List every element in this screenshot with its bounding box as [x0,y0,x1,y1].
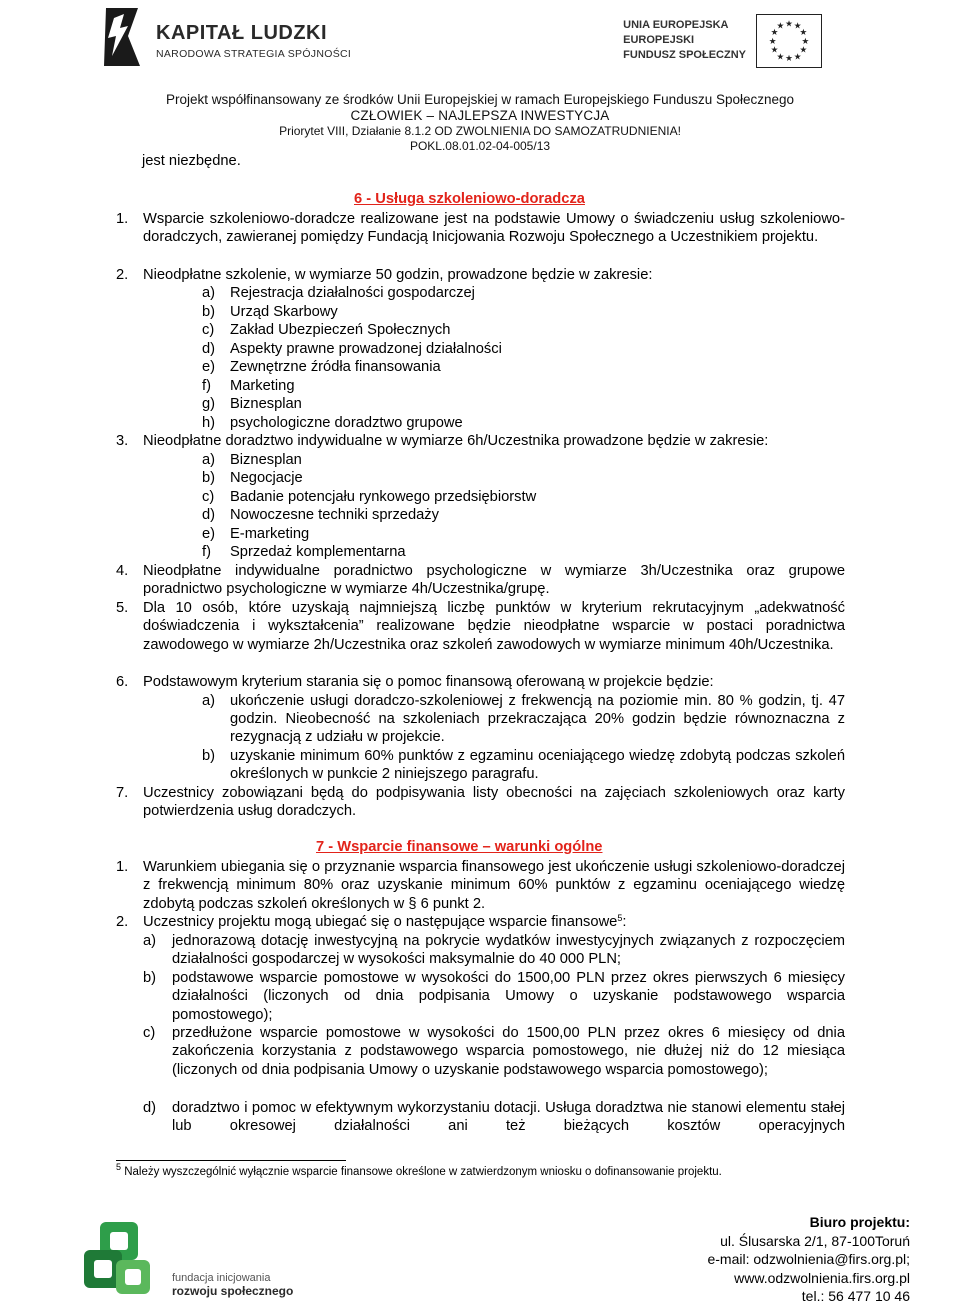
s6-p3-number: 3. [116,433,129,449]
s6-p7-number: 7. [116,785,129,801]
s6-p2-number: 2. [116,267,129,283]
s6-p1-number: 1. [116,211,129,227]
header-priority-line: Priorytet VIII, Działanie 8.1.2 OD ZWOLNIENIA DO SAMOZATRUDNIENIA! [279,124,681,138]
list-item-letter: b) [202,470,216,486]
list-item: Biznesplan [230,451,302,468]
svg-text:★: ★ [799,28,808,39]
footnote [116,1162,722,1178]
list-item-letter: d) [202,340,216,357]
svg-text:★: ★ [776,52,785,63]
list-item-letter: f) [202,377,211,394]
s6-p5-text: Dla 10 osób, które uzyskają najmniejszą liczbę punktów w kryterium rekrutacyjnym „adekwatność doświadczenia i wykształcenia” realizowane będzie nieodpłatne wsparcie w postaci poradnictwa zawodowego w wymiarze 2h/Uczestnika oraz szkoleń zawodowych w wymiarze minimum 40h/Uczestnika. [143,600,845,653]
eu-logo-line2: EUROPEJSKI [623,34,695,46]
svg-text:★: ★ [799,45,808,56]
s7-p1-text: Warunkiem ubiegania się o przyznanie wsparcia finansowego jest ukończenie usługi szkoleniowo-doradczej z frekwencją minimum 80% oraz uzyskanie minimum 60% punktów z egzaminu oceniającego wiedzę zdobytą podczas szkoleń określonych w § 6 punkt 2. [143,859,845,912]
s7-item-b-letter: b) [143,970,157,986]
firs-logo-line2: rozwoju społecznego [172,1284,294,1298]
office-title: Biuro projektu: [809,1214,910,1230]
svg-text:★: ★ [770,28,779,39]
footnote-number: 5 [116,1162,122,1172]
list-item: Aspekty prawne prowadzonej działalności [230,340,502,357]
list-item: Urząd Skarbowy [230,303,338,320]
eu-logo-text [623,18,746,63]
svg-text:★: ★ [785,54,793,65]
list-item-letter: f) [202,544,211,560]
list-item: Sprzedaż komplementarna [230,544,406,560]
s7-item-b-text: podstawowe wsparcie pomostowe w wysokości do 1500,00 PLN przez okres pierwszych 6 miesięcy działalności (liczonych od dnia podpisania Umowy o uzyskanie podstawowego wsparcia pomostowego); [172,970,845,1023]
s7-p2-label: Uczestnicy projektu mogą ubiegać się o następujące wsparcie finansowe [143,914,618,930]
list-item-letter: b) [202,303,216,320]
list-item-letter: h) [202,414,216,431]
list-item: Negocjacje [230,470,303,486]
kapital-ludzki-subtitle: NARODOWA STRATEGIA SPÓJNOŚCI [156,48,352,60]
list-item-letter: c) [202,488,215,505]
svg-text:★: ★ [793,52,802,63]
s7-item-d-letter: d) [143,1100,157,1116]
s6-p4-number: 4. [116,563,129,579]
list-item: Biznesplan [230,396,302,412]
s7-p2-colon: : [622,914,627,930]
s7-item-d-text: doradztwo i pomoc w efektywnym wykorzystaniu dotacji. Usługa doradztwa nie stanowi elementu stałej lub okresowej działalności ani też bieżących kosztów operacyjnych [172,1100,845,1135]
kapital-ludzki-logo [98,6,352,78]
kapital-ludzki-title: KAPITAŁ LUDZKI [156,22,328,44]
section-6-title: 6 - Usługa szkoleniowo-doradcza [354,191,585,207]
svg-text:★: ★ [785,19,793,30]
list-item: Badanie potencjału rynkowego przedsiębiorstw [230,488,537,505]
svg-text:★: ★ [770,45,779,56]
s6-p4-text: Nieodpłatne indywidualne poradnictwo psychologiczne w wymiarze 3h/Uczestnika oraz grupowe poradnictwo psychologiczne w wymiarze 4h/Uczestnika/grupę. [143,563,845,598]
eu-flag-icon [756,14,822,68]
s7-item-a-letter: a) [143,933,157,949]
firs-emblem-icon [80,1220,158,1300]
s6-p6-text: Podstawowym kryterium starania się o pomoc finansową oferowaną w projekcie będzie: [143,674,714,690]
list-item-letter: e) [202,525,216,542]
footnote-ref[interactable]: 5 [617,913,623,923]
firs-logo-line1: fundacja inicjowania [172,1272,271,1284]
kapital-ludzki-emblem-icon [98,6,148,68]
office-website[interactable]: www.odzwolnienia.firs.org.pl [734,1269,910,1286]
list-item: Zewnętrzne źródła finansowania [230,359,441,375]
header-cofinancing-line: Projekt współfinansowany ze środków Unii Europejskiej w ramach Europejskiego Funduszu Społecznego [165,92,795,107]
project-header [0,91,960,154]
s6-p6-a-text: ukończenie usługi doradczo-szkoleniowej z frekwencją na poziomie min. 80 % godzin, tj. 47 godzin. Nieobecność na szkoleniach przekraczająca 20% godzin będzie równoznaczna z rezygnacją z udziału w projekcie. [230,692,845,746]
eu-logo-line3: FUNDUSZ SPOŁECZNY [623,49,746,61]
list-item-letter: a) [202,285,216,301]
s6-p6-number: 6. [116,674,129,690]
s6-p5-number: 5. [116,600,129,616]
firs-logo [80,1220,294,1300]
intro-fragment: jest niezbędne. [142,153,241,169]
header-slogan-line: CZŁOWIEK – NAJLEPSZA INWESTYCJA [350,108,610,123]
list-item: E-marketing [230,525,310,542]
s7-p1-number: 1. [116,859,129,875]
s6-p3-text: Nieodpłatne doradztwo indywidualne w wymiarze 6h/Uczestnika prowadzone będzie w zakresie: [143,433,769,449]
s6-p1-text: Wsparcie szkoleniowo-doradcze realizowane jest na podstawie Umowy o świadczeniu usług szkoleniowo-doradczych, zawieranej pomiędzy Fundacją Inicjowania Rozwoju Społecznego a Uczestnikiem projektu. [143,211,845,246]
footnote-text: Należy wyszczególnić wyłącznie wsparcie finansowe określone w zatwierdzonym wniosku o dofinansowanie projektu. [124,1166,722,1178]
project-office [707,1213,910,1306]
svg-text:★: ★ [776,21,785,32]
s7-item-a-text: jednorazową dotację inwestycyjną na pokrycie wydatków inwestycyjnych związanych z rozpoczęciem działalności gospodarczej w wysokości maksymalnie do 40 000 PLN; [172,933,845,968]
list-item-letter: g) [202,396,216,412]
office-email[interactable]: e-mail: odzwolnienia@firs.org.pl; [707,1251,910,1267]
list-item-letter: d) [202,507,216,523]
list-item: Zakład Ubezpieczeń Społecznych [230,322,451,338]
list-item: Nowoczesne techniki sprzedaży [230,507,439,523]
s6-p7-text: Uczestnicy zobowiązani będą do podpisywania listy obecności na zajęciach szkoleniowych oraz karty potwierdzenia usług doradczych. [143,785,845,820]
list-item: psychologiczne doradztwo grupowe [230,414,463,431]
s7-item-c-text: przedłużone wsparcie pomostowe w wysokości do 1500,00 PLN przez okres 6 miesięcy od dnia zakończenia korzystania z podstawowego wsparcia pomostowego, nie dłużej niż do 12 miesiąca (liczonych od dnia podpisania Umowy o uzyskanie podstawowego wsparcia pomostowego); [172,1025,845,1078]
s7-item-c-letter: c) [143,1025,156,1041]
section-7-title: 7 - Wsparcie finansowe – warunki ogólne [316,839,603,855]
list-item-letter: a) [202,451,216,468]
office-address: ul. Ślusarska 2/1, 87-100Toruń [720,1232,910,1249]
s6-p2-text: Nieodpłatne szkolenie, w wymiarze 50 godzin, prowadzone będzie w zakresie: [143,267,653,283]
s6-p6-b-text: uzyskanie minimum 60% punktów z egzaminu oceniającego wiedzę zdobytą podczas szkoleń określonych w punkcie 2 niniejszego paragrafu. [230,748,845,783]
header-project-code: POKL.08.01.02-04-005/13 [409,139,551,153]
s7-p2-number: 2. [116,914,129,930]
s6-p6-a-letter: a) [202,692,216,709]
list-item: Rejestracja działalności gospodarczej [230,285,475,301]
footnote-separator [116,1160,346,1161]
svg-text:★: ★ [793,21,802,32]
list-item-letter: e) [202,359,216,375]
list-item: Marketing [230,377,295,394]
svg-text:★: ★ [768,36,777,47]
office-phone: tel.: 56 477 10 46 [801,1288,910,1304]
list-item-letter: c) [202,322,215,338]
eu-logo-line1: UNIA EUROPEJSKA [623,19,729,31]
svg-text:★: ★ [801,36,810,47]
s6-p6-b-letter: b) [202,748,216,764]
s7-p2-text [143,913,845,931]
